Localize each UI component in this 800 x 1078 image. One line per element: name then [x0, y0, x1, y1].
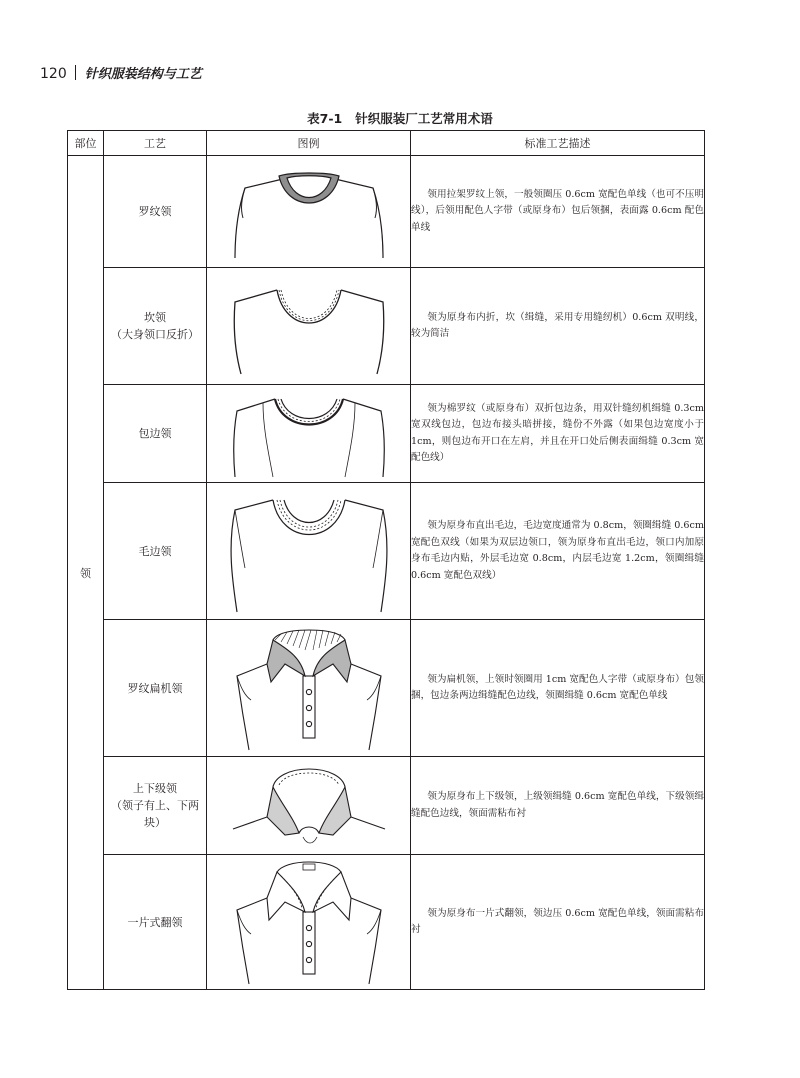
- description-cell: [411, 757, 705, 855]
- table-row: [68, 620, 705, 757]
- book-title: 针织服装结构与工艺: [84, 67, 202, 82]
- description-cell: [411, 483, 705, 620]
- table-header-row: [68, 131, 705, 156]
- header-figure: 图例: [207, 131, 411, 156]
- craft-cell: 罗纹领: [104, 156, 207, 268]
- table-row: [68, 855, 705, 990]
- description-text: 领为原身布直出毛边，毛边宽度通常为 0.8cm，领圈缉缝 0.6cm 宽配色双线（如果为双层边领口，领为原身布直出毛边，领口内加原身布毛边内贴，外层毛边宽 0.8cm，内层毛边宽 1.2cm，领圈缉缝 0.6cm 宽配色双线）: [411, 520, 704, 581]
- flat-knit-polo-collar-figure: [207, 620, 411, 757]
- craft-cell: 包边领: [104, 385, 207, 483]
- page-number: 120: [40, 66, 67, 82]
- part-cell: 领: [68, 156, 104, 990]
- description-cell: [411, 156, 705, 268]
- description-text: 领用拉架罗纹上领，一般领圈压 0.6cm 宽配色单线（也可不压明线），后领用配色人字带（或原身布）包后领捆，表面露 0.6cm 配色单线: [411, 188, 704, 233]
- description-cell: [411, 855, 705, 990]
- table-row: [68, 156, 705, 268]
- description-cell: [411, 385, 705, 483]
- table-title: 表7-1 针织服装厂工艺常用术语: [307, 111, 493, 126]
- table-row: [68, 483, 705, 620]
- running-head: [40, 64, 202, 84]
- description-text: 领为原身布上下级领，上级领缉缝 0.6cm 宽配色单线，下级领缉缝配色边线，领面需粘布衬: [411, 791, 704, 819]
- header-description: 标准工艺描述: [411, 131, 705, 156]
- header-craft: 工艺: [104, 131, 207, 156]
- craft-cell: 上下级领 （领子有上、下两块）: [104, 757, 207, 855]
- folded-neckline-figure: [207, 268, 411, 385]
- description-text: 领为棉罗纹（或原身布）双折包边条，用双针缝纫机缉缝 0.3cm 宽双线包边，包边布接头暗拼接，缝份不外露（如果包边宽度小于 1cm，则包边布开口在左肩，并且在开口处后侧表面缉缝 0.3cm 宽配色线）: [411, 402, 704, 463]
- craft-cell: 坎领 （大身领口反折）: [104, 268, 207, 385]
- one-piece-turndown-collar-figure: [207, 855, 411, 990]
- table-row: [68, 268, 705, 385]
- header-part: 部位: [68, 131, 104, 156]
- description-text: 领为原身布内折，坎（缉缝，采用专用缝纫机）0.6cm 双明线，较为简洁: [411, 311, 704, 339]
- terms-table: [67, 130, 705, 990]
- two-piece-shirt-collar-figure: [207, 757, 411, 855]
- description-text: 领为原身布一片式翻领，领边压 0.6cm 宽配色单线，领面需粘布衬: [411, 907, 704, 935]
- raw-edge-neckline-figure: [207, 483, 411, 620]
- rib-collar-figure: [207, 156, 411, 268]
- table-row: [68, 385, 705, 483]
- table-row: [68, 757, 705, 855]
- craft-cell: 一片式翻领: [104, 855, 207, 990]
- header-divider: [75, 65, 76, 80]
- description-cell: [411, 268, 705, 385]
- craft-cell: 毛边领: [104, 483, 207, 620]
- description-text: 领为扁机领，上领时领圈用 1cm 宽配色人字带（或原身布）包领捆，包边条两边缉缝配色边线，领圈缉缝 0.6cm 宽配色单线: [411, 673, 704, 701]
- craft-cell: 罗纹扁机领: [104, 620, 207, 757]
- bound-neckline-figure: [207, 385, 411, 483]
- description-cell: [411, 620, 705, 757]
